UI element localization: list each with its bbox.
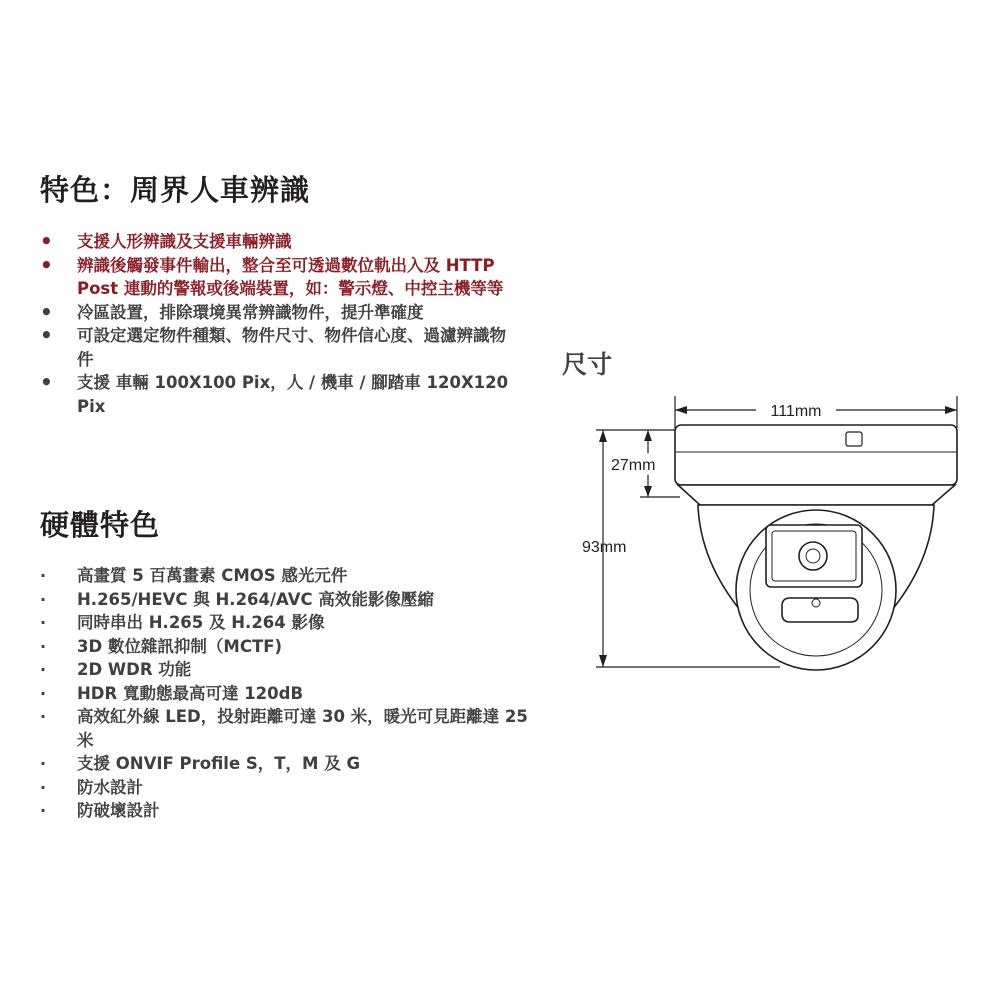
feature-text: 支援人形辨識及支援車輛辨識 xyxy=(77,232,292,251)
list-item xyxy=(40,324,520,371)
hardware-text: H.265/HEVC 與 H.264/AVC 高效能影像壓縮 xyxy=(77,589,434,609)
bullet-icon: · xyxy=(40,613,47,632)
sensor-icon xyxy=(812,599,820,607)
top-height-label: 27mm xyxy=(611,457,656,474)
bullet-icon: • xyxy=(40,323,53,347)
list-item xyxy=(40,371,520,418)
hardware-text: 3D 數位雜訊抑制（MCTF) xyxy=(77,636,283,656)
hardware-text: 防水設計 xyxy=(77,777,143,797)
list-item xyxy=(40,776,550,800)
arrow-right-icon xyxy=(945,406,957,414)
arrow-up-small-icon xyxy=(644,430,652,441)
list-item xyxy=(40,564,550,588)
feature-text: 辨識後觸發事件輸出，整合至可透過數位軌出入及 HTTP Post 連動的警報或後端裝置，如：警示燈、中控主機等等 xyxy=(77,255,504,298)
bullet-icon: • xyxy=(40,370,53,394)
list-item xyxy=(40,301,520,325)
base-taper xyxy=(678,485,955,505)
bullet-icon: · xyxy=(40,754,47,773)
feature-text: 可設定選定物件種類、物件尺寸、物件信心度、過濾辨識物件 xyxy=(77,326,506,369)
bullet-icon: • xyxy=(40,252,53,277)
hardware-text: 支援 ONVIF Profile S，T，M 及 G xyxy=(77,754,360,773)
arrow-up-icon xyxy=(599,430,607,442)
feature-text: 冷區設置，排除環境異常辨識物件，提升準確度 xyxy=(77,302,424,322)
bullet-icon: • xyxy=(40,229,53,253)
bullet-icon: · xyxy=(40,683,47,703)
features-list xyxy=(40,230,520,418)
dimensions-title: 尺寸 xyxy=(562,350,613,379)
total-height-label: 93mm xyxy=(582,539,627,556)
bullet-icon: · xyxy=(40,801,47,820)
list-item xyxy=(40,230,520,254)
hardware-text: 同時串出 H.265 及 H.264 影像 xyxy=(77,613,325,632)
hardware-text: 防破壞設計 xyxy=(77,801,160,820)
hardware-text: 高畫質 5 百萬畫素 CMOS 感光元件 xyxy=(77,566,348,585)
arrow-left-icon xyxy=(675,406,687,414)
feature-text: 支援 車輛 100X100 Pix，人 / 機車 / 腳踏車 120X120 Pix xyxy=(77,373,509,416)
camera-drawing xyxy=(675,425,957,670)
hardware-text: HDR 寬動態最高可達 120dB xyxy=(77,683,304,703)
list-item xyxy=(40,658,550,682)
list-item xyxy=(40,254,520,301)
hardware-heading: 硬體特色 xyxy=(40,508,161,542)
hardware-list xyxy=(40,564,550,823)
list-item xyxy=(40,682,550,706)
hardware-text: 高效紅外線 LED，投射距離可達 30 米，暖光可見距離達 25 米 xyxy=(77,707,528,750)
list-item xyxy=(40,752,550,776)
hardware-text: 2D WDR 功能 xyxy=(77,660,192,679)
list-item xyxy=(40,705,550,752)
width-label: 111mm xyxy=(770,403,822,420)
list-item xyxy=(40,635,550,659)
bullet-icon: · xyxy=(40,777,47,797)
bullet-icon: · xyxy=(40,589,47,609)
bullet-icon: · xyxy=(40,566,47,585)
list-item xyxy=(40,799,550,823)
bullet-icon: • xyxy=(40,299,53,324)
features-heading: 特色：周界人車辨識 xyxy=(40,173,311,207)
list-item xyxy=(40,611,550,635)
list-item xyxy=(40,588,550,612)
camera-dimension-diagram xyxy=(560,380,980,680)
bullet-icon: · xyxy=(40,636,47,656)
camera-base-ring xyxy=(675,425,957,485)
arrow-down-icon xyxy=(599,655,607,667)
arrow-down-small-icon xyxy=(644,486,652,497)
bullet-icon: · xyxy=(40,660,47,679)
base-clip xyxy=(846,432,862,446)
bullet-icon: · xyxy=(40,707,47,726)
